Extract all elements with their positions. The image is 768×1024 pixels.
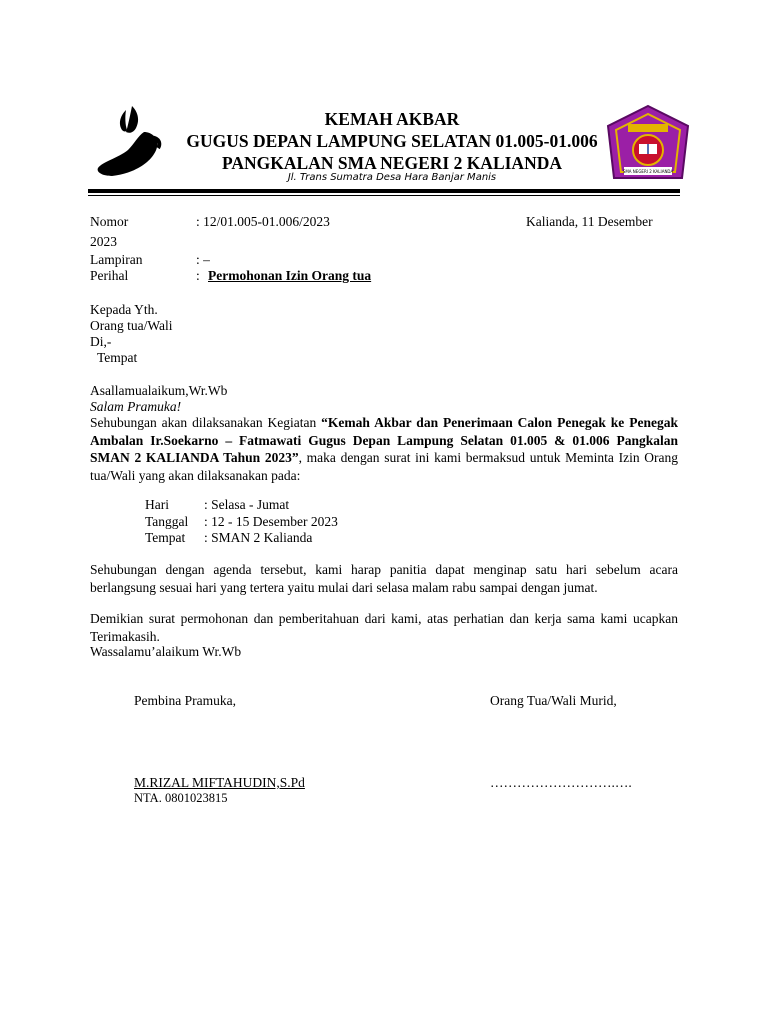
letter-date: Kalianda, 11 Desember — [526, 214, 653, 229]
schedule-hari-value: : Selasa - Jumat — [204, 497, 290, 512]
signature-left-nta: NTA. 0801023815 — [134, 791, 228, 805]
greeting: Asallamualaikum,Wr.Wb — [90, 383, 228, 398]
paragraph-kegiatan-intro: Sehubungan akan dilaksanakan Kegiatan — [90, 415, 322, 430]
letterhead-rule-thin — [88, 195, 680, 196]
nomor-label: Nomor — [90, 214, 129, 229]
schedule-hari-label: Hari — [145, 497, 169, 512]
svg-text:SMA NEGERI 2 KALIANDA: SMA NEGERI 2 KALIANDA — [622, 169, 674, 174]
signature-left-name: M.RIZAL MIFTAHUDIN,S.Pd — [134, 775, 305, 790]
letterhead — [160, 108, 624, 174]
paragraph-kegiatan — [90, 414, 678, 484]
letterhead-line-2: GUGUS DEPAN LAMPUNG SELATAN 01.005-01.006 — [186, 131, 598, 151]
lampiran-label: Lampiran — [90, 252, 143, 267]
letterhead-address: Jl. Trans Sumatra Desa Hara Banjar Manis — [287, 172, 497, 183]
recipient-line-2: Orang tua/Wali — [90, 318, 173, 333]
nomor-value: : 12/01.005-01.006/2023 — [196, 214, 330, 229]
schedule-tempat-label: Tempat — [145, 530, 186, 545]
paragraph-closing: Demikian surat permohonan dan pemberitahuan dari kami, atas perhatian dan kerja sama kami ucapkan Terimakasih. — [90, 611, 678, 644]
lampiran-value: : – — [196, 252, 210, 267]
paragraph-kegiatan-end: , maka dengan surat ini kami bermaksud untuk Meminta Izin Orang tua/Wali yang akan dilaksanakan pada: — [90, 450, 679, 483]
signature-right-title: Orang Tua/Wali Murid, — [490, 693, 617, 708]
schedule-tanggal-label: Tanggal — [145, 514, 189, 529]
recipient-line-4: Tempat — [97, 350, 138, 365]
salam-pramuka: Salam Pramuka! — [90, 399, 182, 414]
school-badge-logo — [606, 104, 690, 184]
recipient-line-3: Di,- — [90, 334, 112, 349]
signature-right-blank: ……………………….…. — [490, 775, 632, 790]
signature-left-title: Pembina Pramuka, — [134, 693, 236, 708]
perihal-label: Perihal — [90, 268, 129, 283]
letter-date-year: 2023 — [90, 234, 117, 249]
letterhead-rule-thick — [88, 189, 680, 193]
schedule-tanggal-value: : 12 - 15 Desember 2023 — [204, 514, 338, 529]
perihal-value: Permohonan Izin Orang tua — [208, 268, 372, 283]
paragraph-agenda: Sehubungan dengan agenda tersebut, kami harap panitia dapat menginap satu hari sebelum acara berlangsung sesuai hari yang tertera yaitu mulai dari selasa malam rabu sampai dengan jumat. — [90, 562, 678, 595]
kegiatan-title: “Kemah Akbar dan Penerimaan Calon Penegak ke Penegak Ambalan Ir.Soekarno – Fatmawati Gugus Depan Lampung Selatan 01.005 & 01.006 Pangkalan SMAN 2 KALIANDA Tahun 2023” — [90, 415, 678, 465]
closing-salam: Wassalamu’alaikum Wr.Wb — [90, 644, 242, 659]
letterhead-line-1: KEMAH AKBAR — [324, 109, 460, 129]
pramuka-logo — [92, 102, 166, 184]
perihal-colon: : — [196, 268, 200, 283]
recipient-line-1: Kepada Yth. — [90, 302, 158, 317]
letterhead-line-3: PANGKALAN SMA NEGERI 2 KALIANDA — [222, 153, 562, 173]
schedule-tempat-value: : SMAN 2 Kalianda — [204, 530, 313, 545]
